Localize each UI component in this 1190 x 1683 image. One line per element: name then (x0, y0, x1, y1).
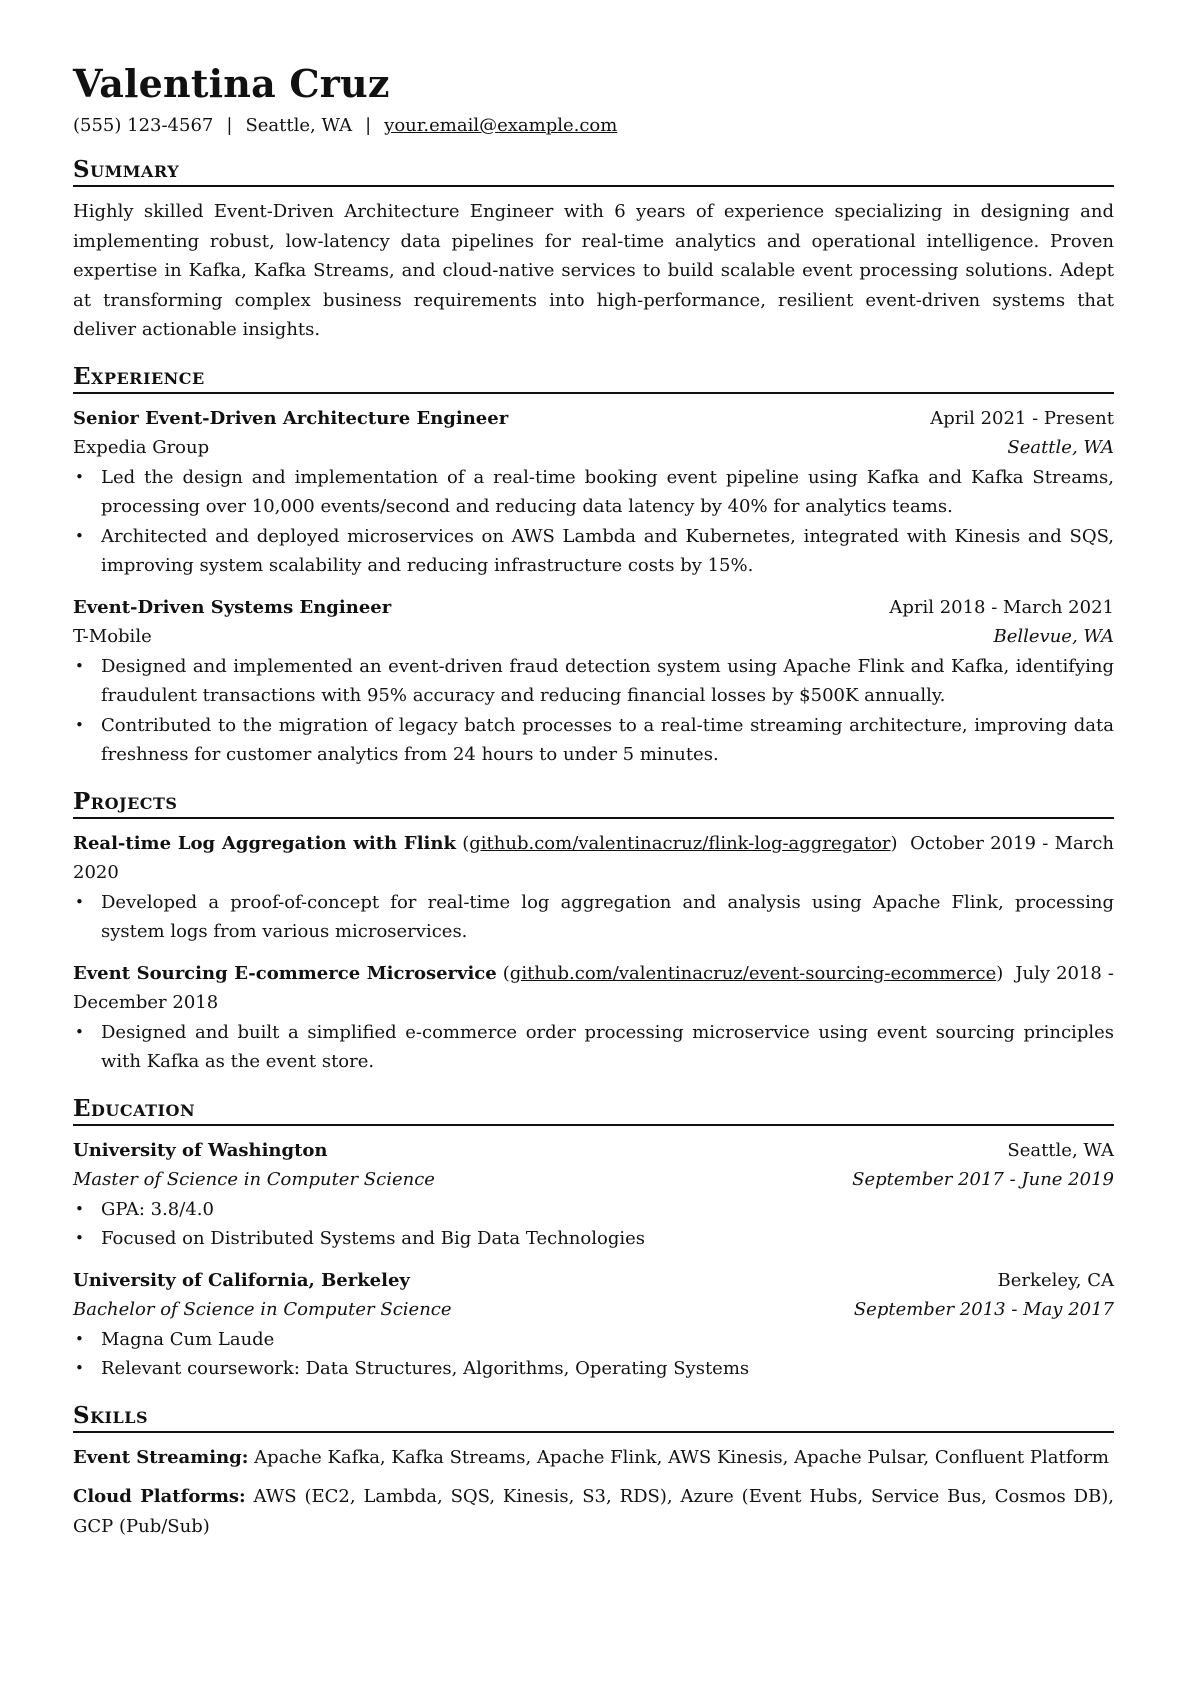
email-link[interactable]: your.email@example.com (384, 115, 618, 136)
job-bullets (73, 463, 1114, 581)
education-dates: September 2013 - May 2017 (853, 1299, 1114, 1320)
phone-number: (555) 123-4567 (73, 115, 214, 136)
skill-line (73, 1443, 1114, 1473)
project-heading: Real-time Log Aggregation with Flink (github.com/valentinacruz/flink-log-aggregator) October 2019 - March 2020 (73, 832, 1115, 883)
bullet-item: • Relevant coursework: Data Structures, Algorithms, Operating Systems (101, 1354, 1114, 1384)
bullet-item: • Magna Cum Laude (101, 1325, 1114, 1355)
summary-text: Highly skilled Event-Driven Architecture Engineer with 6 years of experience specializing in designing and implementing robust, low-latency data pipelines for real-time analytics and operational intelligence. Proven expertise in Kafka, Kafka Streams, and cloud-native services to build scalable event processing solutions. Adept at transforming complex business requirements into high-performance, resilient event-driven systems that deliver actionable insights. (73, 201, 1114, 340)
degree: Bachelor of Science in Computer Science (73, 1299, 452, 1320)
school-location: Seattle, WA (1007, 1139, 1114, 1161)
section-title-experience: Experience (73, 363, 1114, 394)
bullet-item: • Designed and implemented an event-driven fraud detection system using Apache Flink and Kafka, identifying fraudulent transactions with 95% accuracy and reducing financial losses by $500K annually. (101, 652, 1114, 711)
job-title: Event-Driven Systems Engineer (73, 596, 392, 618)
skill-category: Cloud Platforms: (73, 1486, 246, 1507)
education-entry (73, 1266, 1114, 1384)
project-bullets (73, 1018, 1114, 1077)
education-bullets (73, 1325, 1114, 1384)
project-entry (73, 829, 1114, 947)
bullet-item: • Developed a proof-of-concept for real-time log aggregation and analysis using Apache Flink, processing system logs from various microservices. (101, 888, 1114, 947)
school-name: University of Washington (73, 1139, 328, 1161)
company-name: T-Mobile (73, 626, 152, 647)
company-name: Expedia Group (73, 437, 210, 458)
experience-entry (73, 593, 1114, 770)
location: Seattle, WA (245, 115, 353, 136)
project-dates: July 2018 - December 2018 (73, 962, 1114, 1013)
bullet-item: • Contributed to the migration of legacy batch processes to a real-time streaming architecture, improving data freshness for customer analytics from 24 hours to under 5 minutes. (101, 711, 1114, 770)
project-entry (73, 959, 1114, 1077)
degree: Master of Science in Computer Science (73, 1169, 435, 1190)
skill-values: AWS (EC2, Lambda, SQS, Kinesis, S3, RDS), Azure (Event Hubs, Service Bus, Cosmos DB), GCP (Pub/Sub) (73, 1486, 1114, 1537)
project-bullets (73, 888, 1114, 947)
bullet-item: • Designed and built a simplified e-commerce order processing microservice using event sourcing principles with Kafka as the event store. (101, 1018, 1114, 1077)
section-title-projects: Projects (73, 788, 1114, 819)
job-dates: April 2018 - March 2021 (889, 596, 1114, 618)
project-dates: October 2019 - March 2020 (73, 832, 1115, 883)
project-link[interactable]: github.com/valentinacruz/event-sourcing-ecommerce (509, 962, 997, 984)
bullet-item: • Led the design and implementation of a real-time booking event pipeline using Kafka and Kafka Streams, processing over 10,000 events/second and reducing data latency by 40% for analytics teams. (101, 463, 1114, 522)
project-name: Real-time Log Aggregation with Flink (73, 832, 456, 854)
candidate-name: Valentina Cruz (73, 61, 390, 106)
job-bullets (73, 652, 1114, 770)
contact-separator: | (365, 115, 372, 136)
job-location: Seattle, WA (1007, 437, 1114, 458)
contact-line (73, 114, 1114, 138)
bullet-item: • GPA: 3.8/4.0 (101, 1195, 1114, 1225)
education-bullets (73, 1195, 1114, 1254)
education-dates: September 2017 - June 2019 (852, 1169, 1114, 1190)
skill-values: Apache Kafka, Kafka Streams, Apache Flink, AWS Kinesis, Apache Pulsar, Confluent Platform (254, 1446, 1109, 1468)
school-name: University of California, Berkeley (73, 1269, 410, 1291)
school-location: Berkeley, CA (997, 1269, 1114, 1291)
skill-category: Event Streaming: (73, 1446, 249, 1468)
project-name: Event Sourcing E-commerce Microservice (73, 962, 497, 984)
contact-separator: | (226, 115, 233, 136)
project-link[interactable]: github.com/valentinacruz/flink-log-aggregator (469, 832, 891, 854)
job-dates: April 2021 - Present (930, 407, 1114, 429)
section-title-skills: Skills (73, 1402, 1114, 1433)
project-heading: Event Sourcing E-commerce Microservice (github.com/valentinacruz/event-sourcing-ecommerce) July 2018 - December 2018 (73, 962, 1114, 1013)
bullet-item: • Architected and deployed microservices on AWS Lambda and Kubernetes, integrated with Kinesis and SQS, improving system scalability and reducing infrastructure costs by 15%. (101, 522, 1114, 581)
section-title-summary: Summary (73, 156, 1114, 187)
job-location: Bellevue, WA (993, 626, 1114, 647)
education-entry (73, 1136, 1114, 1254)
section-title-education: Education (73, 1095, 1114, 1126)
experience-entry (73, 404, 1114, 581)
job-title: Senior Event-Driven Architecture Engineer (73, 407, 509, 429)
bullet-item: • Focused on Distributed Systems and Big Data Technologies (101, 1224, 1114, 1254)
skill-line (73, 1482, 1114, 1541)
